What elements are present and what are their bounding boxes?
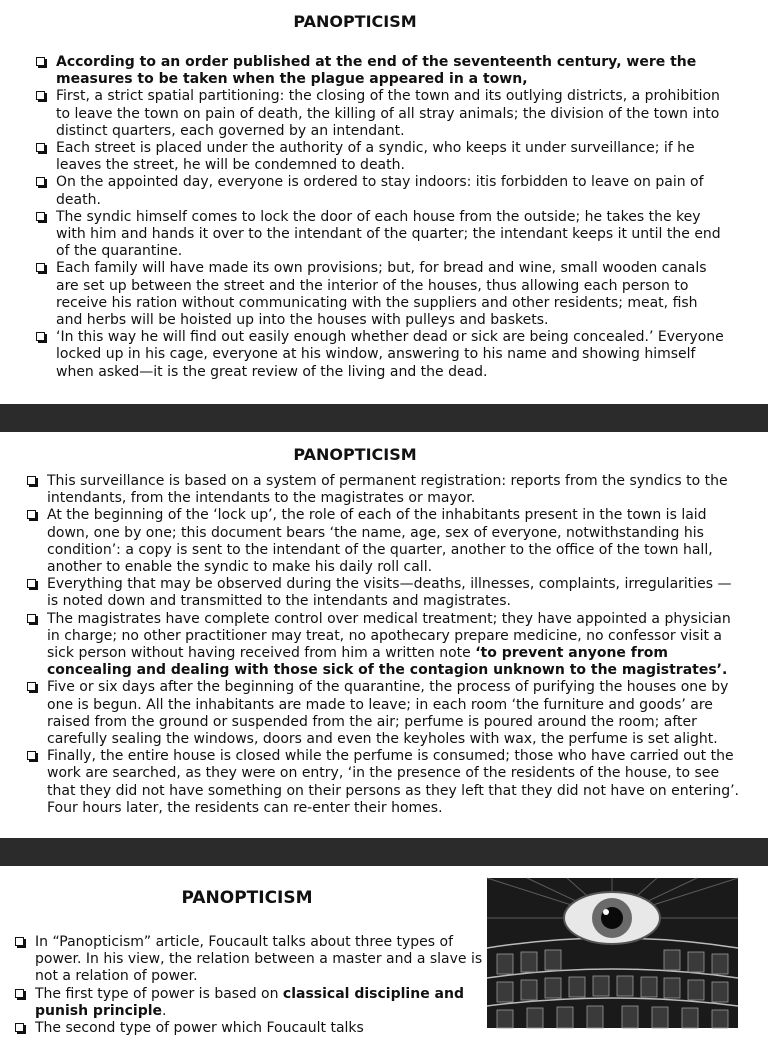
panopticon-eye-illustration bbox=[487, 878, 738, 1028]
bullet-text: First, a strict spatial partitioning: the closing of the town and its outlying districts, a prohibition to leave the town on pain of death, the killing of all stray animals; the division of the town into distinct quarters, each governed by an intendant. bbox=[56, 88, 720, 139]
bullet-item bbox=[15, 986, 485, 1020]
bullet-text-bold: According to an order published at the end of the seventeenth century, were the measures to be taken when the plague appeared in a town, bbox=[56, 54, 697, 88]
checkbox-bullet-icon bbox=[36, 263, 45, 272]
bullet-text: In “Panopticism” article, Foucault talks about three types of power. In his view, the relation between a master and a slave is not a relation of power. bbox=[35, 934, 483, 985]
bullet-item bbox=[36, 174, 726, 208]
checkbox-bullet-icon bbox=[27, 476, 36, 485]
bullet-text: The first type of power is based on bbox=[35, 985, 283, 1002]
checkbox-bullet-icon bbox=[36, 57, 45, 66]
checkbox-bullet-icon bbox=[27, 579, 36, 588]
bullet-text: The magistrates have complete control over medical treatment; they have appointed a physician in charge; no other practitioner may treat, no apothecary prepare medicine, no confessor visit a sick person without having received from him a written note bbox=[47, 610, 731, 662]
slide-title: PANOPTICISM bbox=[293, 445, 417, 464]
bullet-item bbox=[27, 679, 739, 748]
bullet-text: ‘In this way he will find out easily enough whether dead or sick are being concealed.’ Everyone locked up in his cage, everyone at his window, answering to his name and showing himself when asked—it is the great review of the living and the dead. bbox=[56, 329, 724, 380]
bullet-text: Five or six days after the beginning of the quarantine, the process of purifying the houses one by one is begun. All the inhabitants are made to leave; in each room ‘the furniture and goods’ are raised from the ground or suspended from the air; perfume is poured around the room; after carefully sealing the windows, doors and even the keyholes with wax, the perfume is set alight. bbox=[47, 679, 729, 748]
checkbox-bullet-icon bbox=[27, 751, 36, 760]
checkbox-bullet-icon bbox=[36, 177, 45, 186]
checkbox-bullet-icon bbox=[15, 1023, 24, 1032]
bullet-text: On the appointed day, everyone is ordered to stay indoors: itis forbidden to leave on pain of death. bbox=[56, 174, 704, 208]
bullet-item bbox=[27, 507, 739, 576]
bullet-text: The syndic himself comes to lock the door of each house from the outside; he takes the key with him and hands it over to the intendant of the quarter; the intendant keeps it until the end of the quarantine. bbox=[56, 208, 721, 260]
bullet-list bbox=[15, 934, 485, 1037]
bullet-text: This surveillance is based on a system of permanent registration: reports from the syndics to the intendants, from the intendants to the magistrates or mayor. bbox=[47, 473, 728, 507]
checkbox-bullet-icon bbox=[36, 91, 45, 100]
checkbox-bullet-icon bbox=[15, 989, 24, 998]
slide-2 bbox=[0, 432, 768, 838]
checkbox-bullet-icon bbox=[36, 143, 45, 152]
bullet-text-bold: ‘to prevent anyone from concealing and dealing with those sick of the contagion unknown to the magistrates’. bbox=[47, 645, 728, 679]
slide-separator-bottom bbox=[0, 838, 768, 866]
bullet-item bbox=[27, 473, 739, 507]
bullet-text: Everything that may be observed during the visits—deaths, illnesses, complaints, irregularities —is noted down and transmitted to the intendants and magistrates. bbox=[47, 576, 732, 610]
slide-title: PANOPTICISM bbox=[181, 888, 313, 908]
bullet-item bbox=[15, 1020, 485, 1037]
bullet-text: . bbox=[162, 1002, 167, 1019]
bullet-item bbox=[27, 748, 739, 817]
slide-1 bbox=[0, 0, 768, 404]
bullet-text: Each family will have made its own provisions; but, for bread and wine, small wooden canals are set up between the street and the interior of the houses, thus allowing each person to receive his ration without communicating with the suppliers and other residents; meat, fish and herbs will be hoisted up into the houses with pulleys and baskets. bbox=[56, 260, 707, 329]
checkbox-bullet-icon bbox=[27, 682, 36, 691]
bullet-text: The second type of power which Foucault talks bbox=[35, 1020, 364, 1037]
bullet-item bbox=[36, 209, 726, 261]
bullet-text-bold: classical discipline and punish principle bbox=[35, 985, 464, 1019]
bullet-list bbox=[27, 473, 739, 817]
slide-3 bbox=[0, 866, 768, 1037]
slide-separator-top bbox=[0, 404, 768, 432]
checkbox-bullet-icon bbox=[15, 937, 24, 946]
bullet-text: Finally, the entire house is closed while the perfume is consumed; those who have carried out the work are searched, as they were on entry, ‘in the presence of the residents of the house, to see that they did not have something on their persons as they left that they did not have on entering’. Four hours later, the residents can re-enter their homes. bbox=[47, 748, 739, 816]
bullet-list bbox=[36, 54, 726, 381]
bullet-item bbox=[36, 329, 726, 381]
bullet-item bbox=[27, 576, 739, 610]
bullet-item bbox=[36, 260, 726, 329]
bullet-item bbox=[36, 54, 726, 88]
checkbox-bullet-icon bbox=[36, 212, 45, 221]
bullet-item bbox=[15, 934, 485, 986]
checkbox-bullet-icon bbox=[36, 332, 45, 341]
bullet-text: Each street is placed under the authority of a syndic, who keeps it under surveillance; if he leaves the street, he will be condemned to death. bbox=[56, 140, 695, 174]
bullet-item bbox=[36, 88, 726, 140]
bullet-text: At the beginning of the ‘lock up’, the role of each of the inhabitants present in the town is laid down, one by one; this document bears ‘the name, age, sex of everyone, notwithstanding his condition’: a copy is sent to the intendant of the quarter, another to the office of the town hall, another to enable the syndic to make his daily roll call. bbox=[47, 507, 713, 576]
slide-title: PANOPTICISM bbox=[293, 12, 417, 31]
checkbox-bullet-icon bbox=[27, 510, 36, 519]
checkbox-bullet-icon bbox=[27, 614, 36, 623]
bullet-item bbox=[27, 611, 739, 680]
bullet-item bbox=[36, 140, 726, 174]
